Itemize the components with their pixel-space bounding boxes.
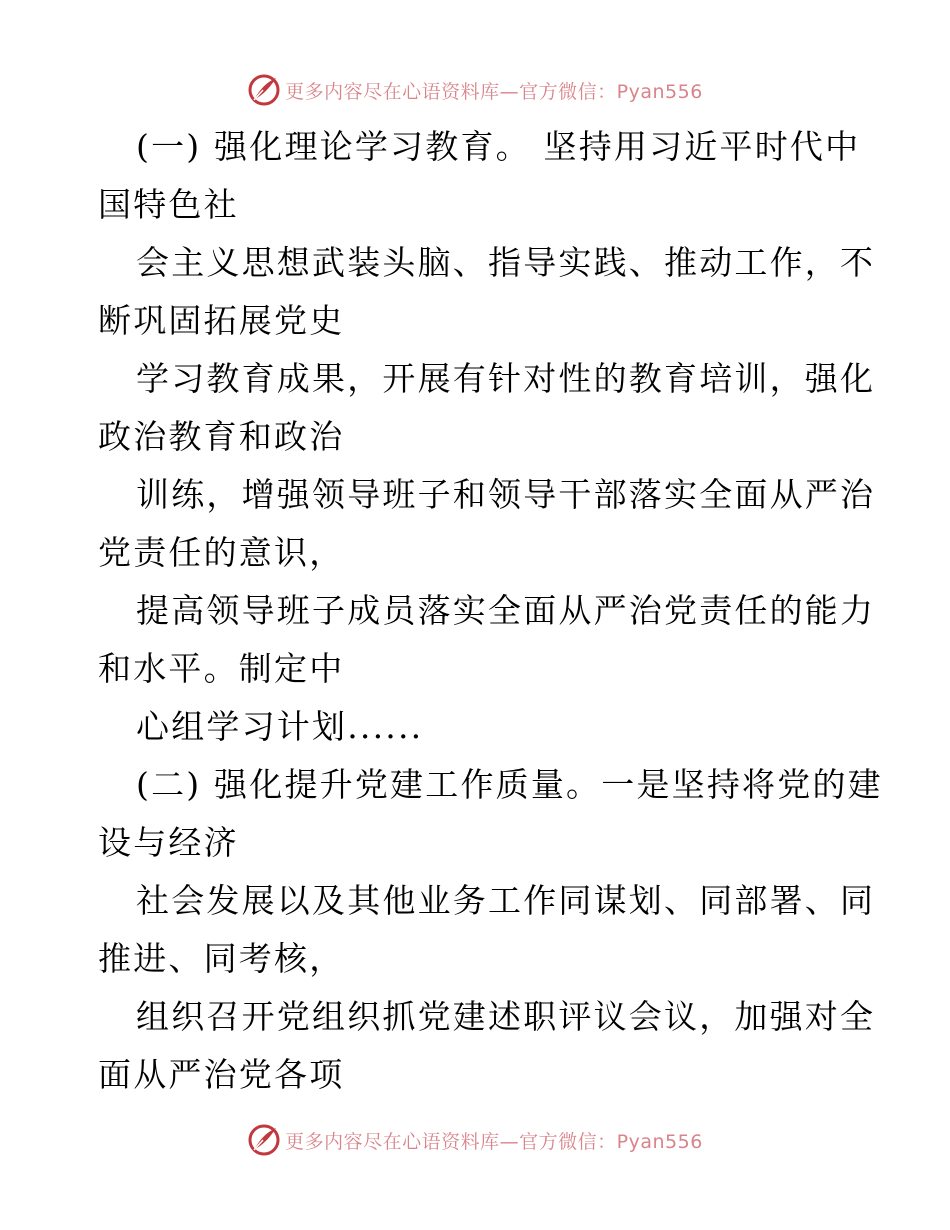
- text-line: 和水平。制定中: [98, 649, 345, 688]
- feather-pen-logo-icon: [247, 73, 281, 107]
- text-line: 学习教育成果，开展有针对性的教育培训，强化: [136, 359, 876, 398]
- text-line: 推进、同考核，: [98, 939, 345, 978]
- document-body: [98, 118, 883, 1104]
- header-watermark: [0, 70, 950, 110]
- watermark-text: 更多内容尽在心语资料库—官方微信：Pyan556: [285, 1130, 703, 1153]
- text-line: (二) 强化提升党建工作质量。一是坚持将党的建: [136, 765, 883, 804]
- text-line: 训练，增强领导班子和领导干部落实全面从严治: [136, 475, 876, 514]
- text-line: 提高领导班子成员落实全面从严治党责任的能力: [136, 591, 876, 630]
- text-line: 社会发展以及其他业务工作同谋划、同部署、同: [136, 881, 876, 920]
- text-line: 断巩固拓展党史: [98, 301, 345, 340]
- text-line: 设与经济: [98, 823, 239, 862]
- text-line: 心组学习计划......: [136, 707, 424, 746]
- text-line: (一) 强化理论学习教育。 坚持用习近平时代中: [136, 127, 861, 166]
- text-line: 党责任的意识，: [98, 533, 345, 572]
- text-line: 面从严治党各项: [98, 1055, 345, 1094]
- text-line: 组织召开党组织抓党建述职评议会议，加强对全: [136, 997, 876, 1036]
- footer-watermark: [0, 1120, 950, 1160]
- text-line: 会主义思想武装头脑、指导实践、推动工作，不: [136, 243, 876, 282]
- text-line: 国特色社: [98, 185, 239, 224]
- text-line: 政治教育和政治: [98, 417, 345, 456]
- watermark-text: 更多内容尽在心语资料库—官方微信：Pyan556: [285, 80, 703, 103]
- feather-pen-logo-icon: [247, 1123, 281, 1157]
